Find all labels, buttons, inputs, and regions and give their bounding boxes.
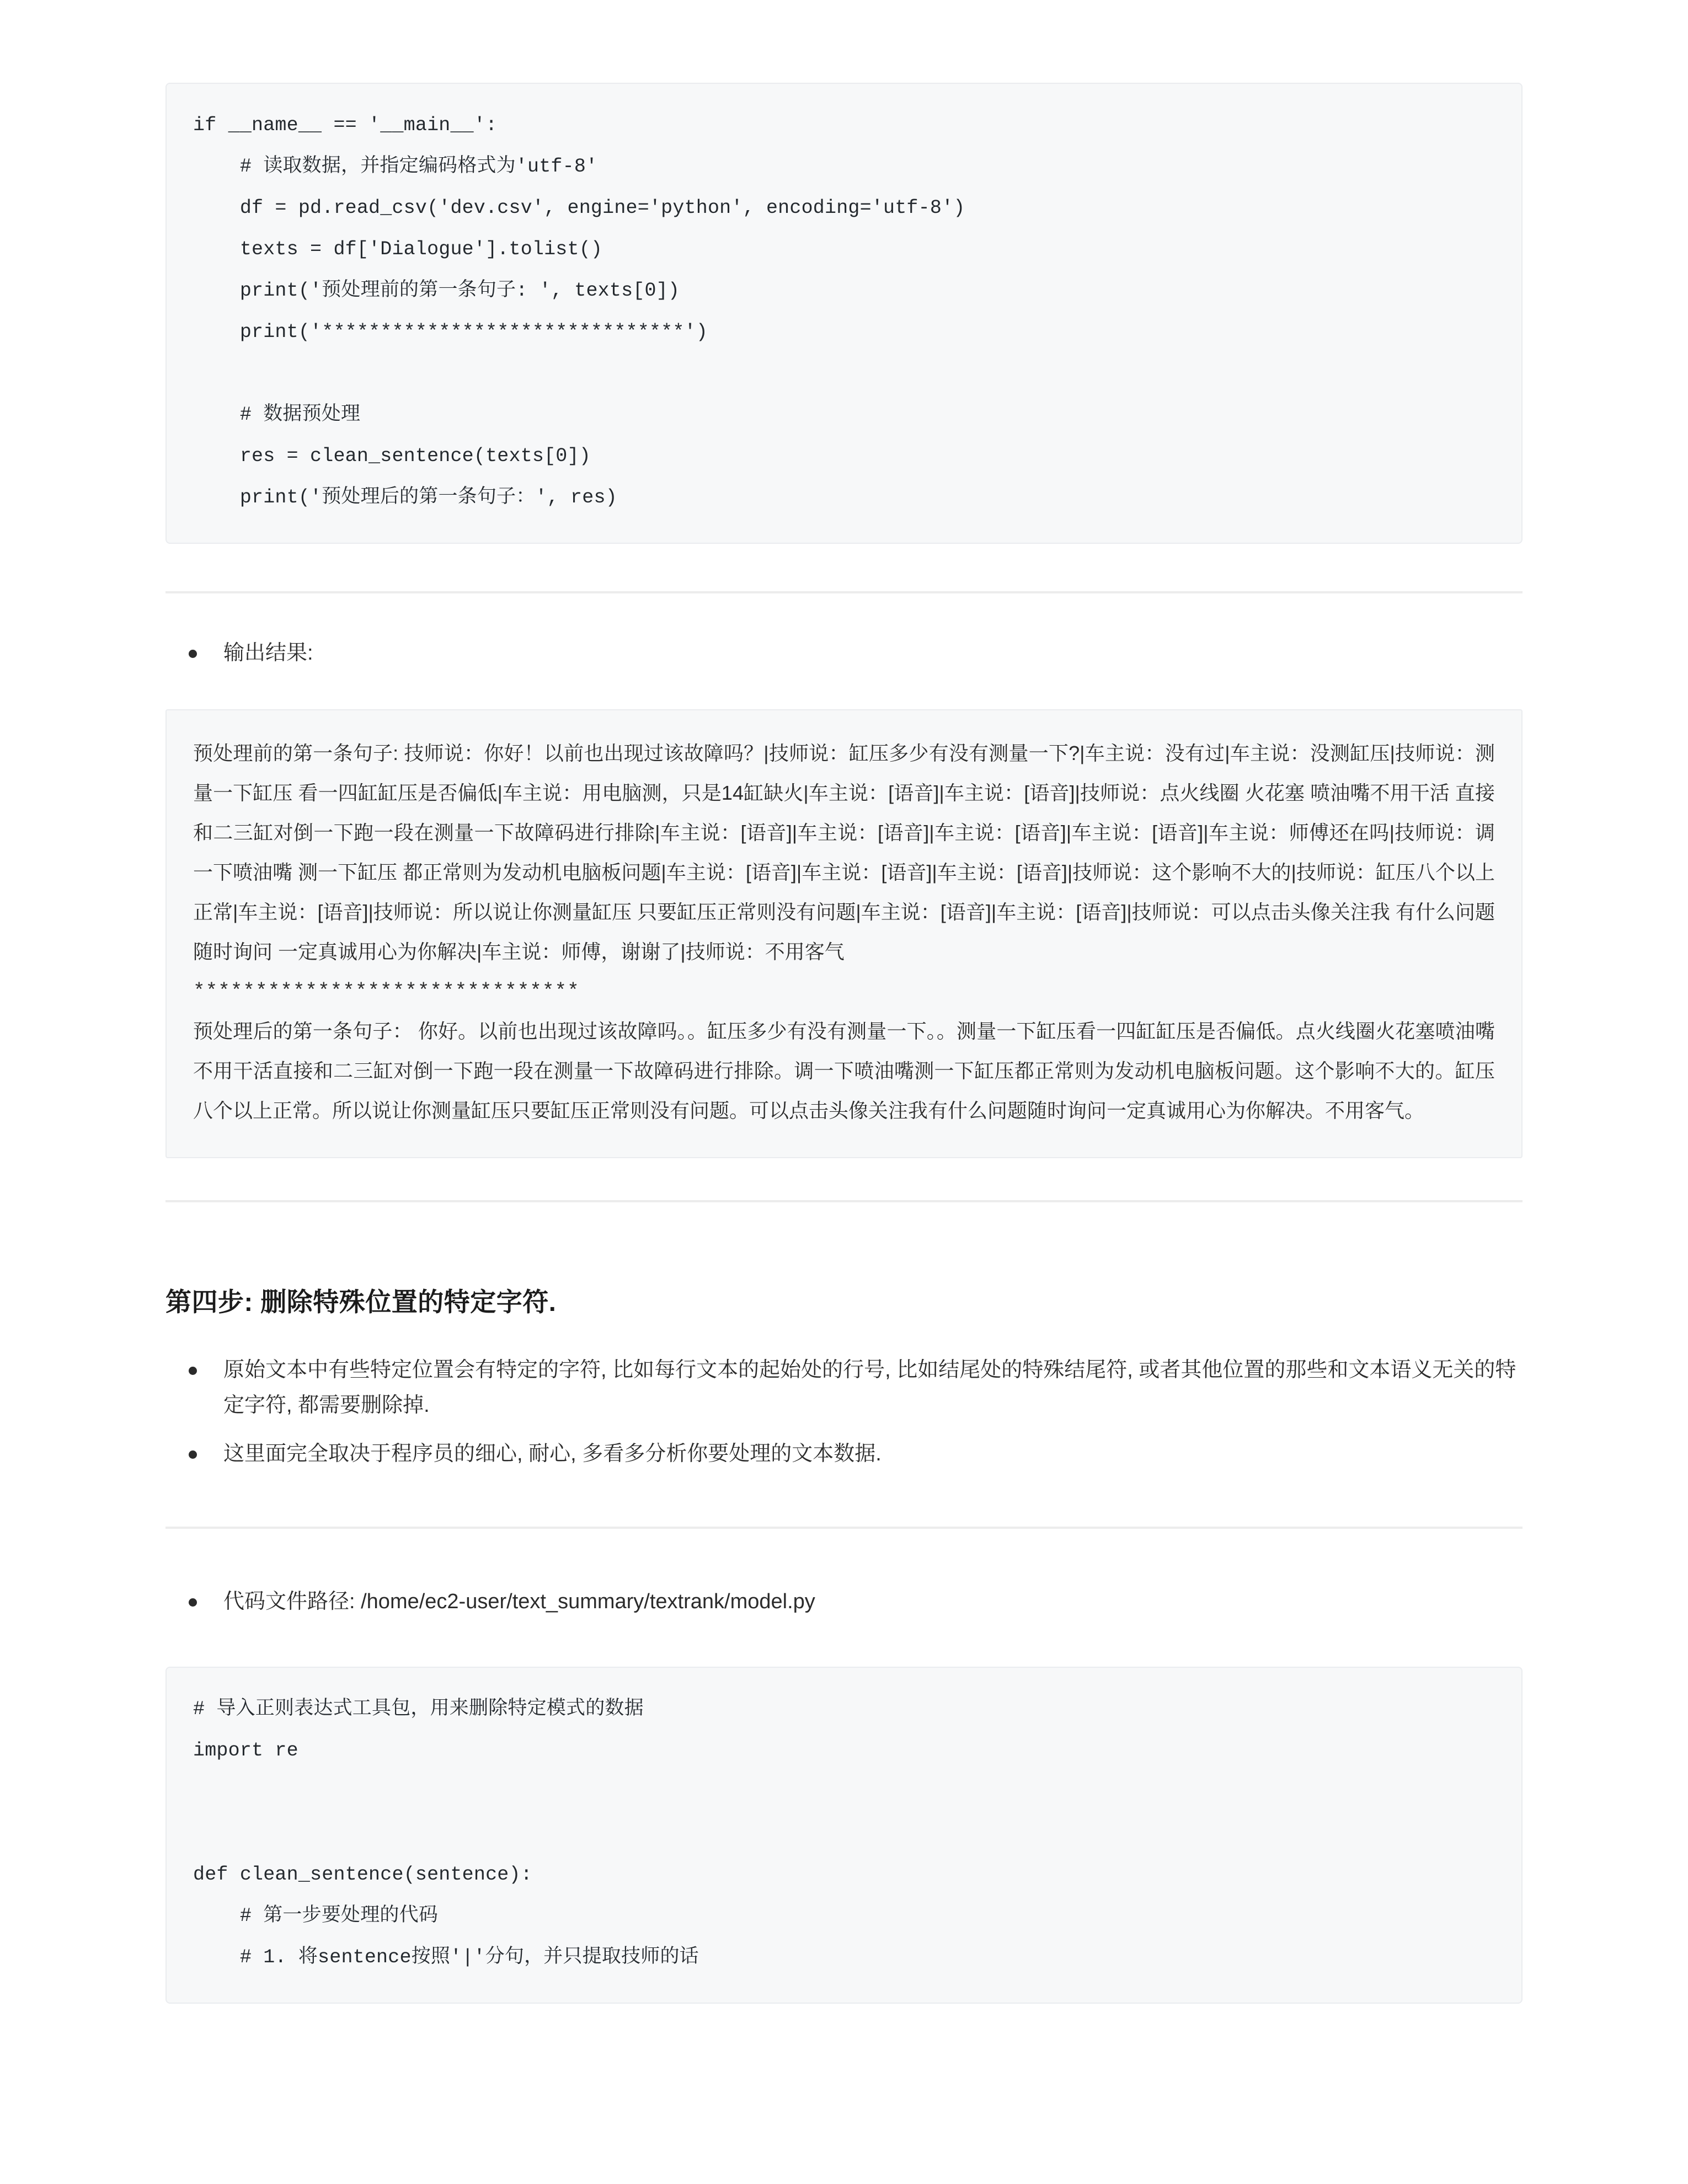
output-after-paragraph: 预处理后的第一条句子： 你好。以前也出现过该故障吗。。缸压多少有没有测量一下。。测量一下缸压看一四缸缸压是否偏低。点火线圈火花塞喷油嘴不用干活直接和二三缸对倒一下跑一段在测量一下故障码进行排除。调一下喷油嘴测一下缸压都正常则为发动机电脑板问题。这个影响不大的。缸压八个以上正常。所以说让你测量缸压只要缸压正常则没有问题。可以点击头像关注我有什么问题随时询问一定真诚用心为你解决。不用客气。 — [193, 1020, 1495, 1122]
output-result-label: 输出结果: — [223, 641, 313, 665]
code-line: print('*******************************') — [193, 321, 708, 343]
code-line: df = pd.read_csv('dev.csv', engine='python', encoding='utf-8') — [193, 197, 965, 219]
output-result-list — [165, 635, 1523, 671]
code-block-clean-sentence — [165, 1667, 1523, 2004]
code-line: def clean_sentence(sentence): — [193, 1864, 532, 1886]
list-item-output-result — [165, 635, 1523, 671]
code-line: # 数据预处理 — [193, 404, 361, 426]
list-item-text: 原始文本中有些特定位置会有特定的字符, 比如每行文本的起始处的行号, 比如结尾处的特殊结尾符, 或者其他位置的那些和文本语义无关的特定字符, 都需要删除掉. — [223, 1358, 1516, 1417]
page-title: 第四步: 删除特殊位置的特定字符. — [165, 1287, 557, 1316]
code-line: res = clean_sentence(texts[0]) — [193, 445, 591, 467]
code-line: # 1. 将sentence按照'|'分句，并只提取技师的话 — [193, 1946, 699, 1968]
list-item-code-path — [165, 1584, 1523, 1619]
code-line-blank — [193, 353, 1495, 394]
list-item-text: 这里面完全取决于程序员的细心, 耐心, 多看多分析你要处理的文本数据. — [223, 1442, 882, 1465]
code-line: print('预处理后的第一条句子：', res) — [193, 486, 617, 508]
code-line: texts = df['Dialogue'].tolist() — [193, 238, 603, 260]
code-line: print('预处理前的第一条句子: ', texts[0]) — [193, 280, 680, 302]
output-before-paragraph: 预处理前的第一条句子: 技师说：你好！以前也出现过该故障吗？|技师说：缸压多少有没有测量一下?|车主说：没有过|车主说：没测缸压|技师说：测量一下缸压 看一四缸缸压是否偏低|车主说：用电脑测，只是14缸缺火|车主说：[语音]|车主说：[语音]|技师说：点火线圈 火花塞 喷油嘴不用干活 直接和二三缸对倒一下跑一段在测量一下故障码进行排除|车主说：[语音]|车主说：[语音]|车主说：[语音]|车主说：[语音]|车主说：师傅还在吗|技师说：调一下喷油嘴 测一下缸压 都正常则为发动机电脑板问题|车主说：[语音]|车主说：[语音]|车主说：[语音]|技师说：这个影响不大的|技师说：缸压八个以上正常|车主说：[语音]|技师说：所以说让你测量缸压 只要缸压正常则没有问题|车主说：[语音]|车主说：[语音]|技师说：可以点击头像关注我 有什么问题随时询问 一定真诚用心为你解决|车主说：师傅，谢谢了|技师说：不用客气 — [193, 742, 1495, 963]
list-item — [165, 1436, 1523, 1471]
step-description-list — [165, 1352, 1523, 1471]
code-line-blank — [193, 1813, 1495, 1854]
code-line: import re — [193, 1739, 298, 1762]
code-line-blank — [193, 1771, 1495, 1813]
code-path-list — [165, 1584, 1523, 1619]
output-separator: ******************************* — [193, 980, 580, 1003]
code-path-label: 代码文件路径: /home/ec2-user/text_summary/textrank/model.py — [223, 1590, 815, 1613]
code-line: # 读取数据，并指定编码格式为'utf-8' — [193, 156, 598, 178]
list-item — [165, 1352, 1523, 1423]
code-line: if __name__ == '__main__': — [193, 114, 498, 136]
code-line: # 导入正则表达式工具包，用来删除特定模式的数据 — [193, 1698, 644, 1720]
code-line: # 第一步要处理的代码 — [193, 1905, 439, 1927]
code-block-main-entry — [165, 83, 1523, 544]
output-text-block — [165, 709, 1523, 1158]
